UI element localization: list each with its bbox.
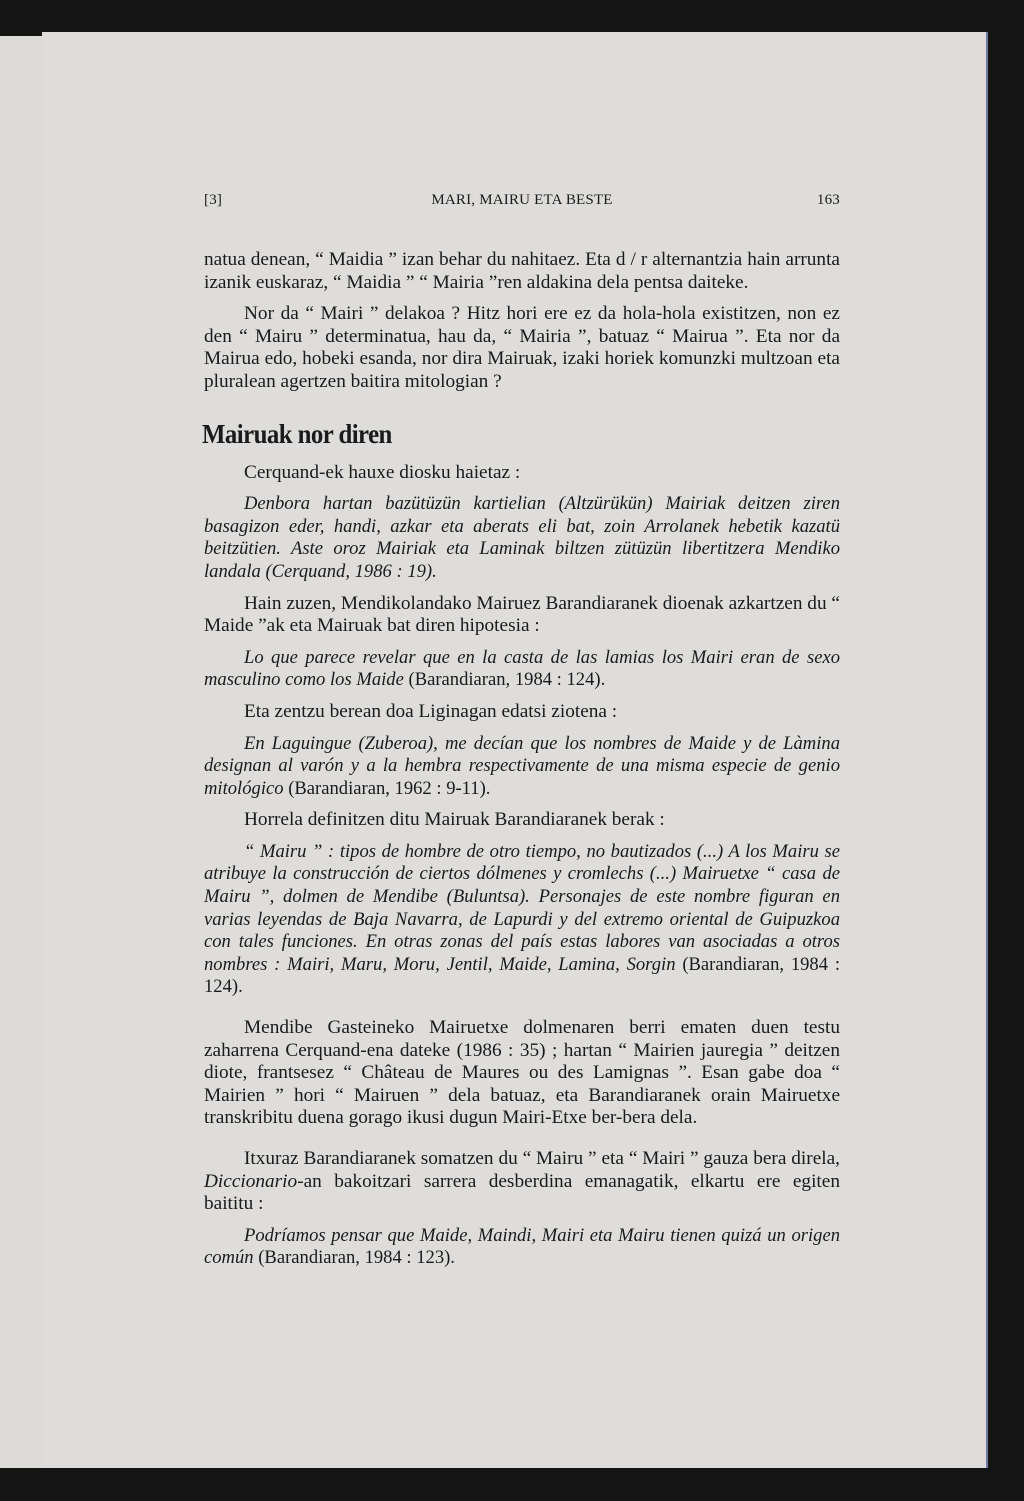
book-page xyxy=(42,32,986,1468)
paragraph: Cerquand-ek hauxe diosku haietaz : xyxy=(244,461,521,483)
paragraph xyxy=(204,1148,840,1216)
quote-text: Podríamos pensar que Maide, Maindi, Mairi eta Mairu tienen quizá un origen común xyxy=(204,1224,840,1269)
quote-text: En Laguingue (Zuberoa), me decían que los nombres de Maide y de Làmina designan al varón y a la hembra respectivamente de una misma especie de genio mitológico xyxy=(204,732,840,799)
paragraph: Mendibe Gasteineko Mairuetxe dolmenaren berri ematen duen testu zaharrena Cerquand-ena dateke (1986 : 35) ; hartan “ Mairien jauregia ” deitzen diote, frantsesez “ Château de Maures ou des Lamignas ”. Esan gabe doa “ Mairien ” hori “ Mairuen ” dela batuaz, eta Barandiaranek orain Mairuetxe transkribitu duena gorago ikusi dugun Mairi-Etxe ber-bera dela. xyxy=(204,1017,840,1129)
citation: (Barandiaran, 1984 : 123). xyxy=(253,1247,455,1269)
paragraph: Eta zentzu berean doa Liginagan edatsi ziotena : xyxy=(244,700,618,722)
body-text xyxy=(204,249,840,1270)
paragraph: Nor da “ Mairi ” delakoa ? Hitz hori ere ez da hola-hola existitzen, non ez den “ Mairu ” determinatua, hau da, “ Mairia ”, batuaz “ Mairua ”. Eta nor da Mairua edo, hobeki esanda, nor dira Mairuak, izaki horiek komunzki multzoan eta pluralean agertzen baitira mitologian ? xyxy=(204,303,840,392)
quote-text: Denbora hartan bazütüzün kartielian (Altzürükün) Mairiak deitzen ziren basagizon eder, handi, azkar eta aberats eli bat, zoin Arrolanek hebetik kazatü beitzütien. Aste oroz Mairiak eta Laminak biltzen zütüzün libertitzera Mendiko landala (Cerquand, 1986 : 19). xyxy=(204,493,840,582)
page-content xyxy=(204,192,840,1279)
book-title: Diccionario xyxy=(204,1170,298,1192)
adjacent-page-edge xyxy=(0,36,43,1468)
citation: (Barandiaran, 1984 : 124). xyxy=(403,669,606,691)
block-quote xyxy=(204,1225,840,1270)
paragraph: Hain zuzen, Mendikolandako Mairuez Barandiaranek dioenak azkartzen du “ Maide ”ak eta Mairuak bat diren hipotesia : xyxy=(204,592,840,637)
block-quote xyxy=(204,493,840,583)
citation: (Barandiaran, 1984 : 124). xyxy=(204,953,840,998)
text-run: Itxuraz Barandiaranek somatzen du “ Mairu ” eta “ Mairi ” gauza bera direla, xyxy=(244,1148,840,1169)
block-quote xyxy=(204,841,840,999)
block-quote xyxy=(204,733,840,801)
section-heading: Mairuak nor diren xyxy=(202,418,392,449)
block-quote xyxy=(204,647,840,692)
quote-text: “ Mairu ” : tipos de hombre de otro tiempo, no bautizados (...) A los Mairu se atribuye la construcción de ciertos dólmenes y cromlechs (...) Mairuetxe “ casa de Mairu ”, dolmen de Mendibe (Buluntsa). Personajes de este nombre figuran en varias leyendas de Baja Navarra, de Lapurdi y del extremo oriental de Guipuzkoa con tales funciones. En otras zonas del país estas labores van asociadas a otros nombres : Mairi, Maru, Moru, Jentil, Maide, Lamina, Sorgin xyxy=(204,840,840,975)
quote-text: Lo que parece revelar que en la casta de las lamias los Mairi eran de sexo masculino como los Maide xyxy=(204,646,840,691)
citation: (Barandiaran, 1962 : 9-11). xyxy=(283,777,491,799)
page-number: 163 xyxy=(816,192,840,208)
running-head xyxy=(204,192,840,216)
paragraph: natua denean, “ Maidia ” izan behar du nahitaez. Eta d / r alternantzia hain arrunta izanik euskaraz, “ Maidia ” “ Mairia ”ren aldakina dela pentsa daiteke. xyxy=(204,249,840,293)
chapter-marker: [3] xyxy=(204,192,223,208)
text-run: -an bakoitzari sarrera desberdina emanagatik, elkartu ere egiten baititu : xyxy=(204,1170,840,1215)
paragraph: Horrela definitzen ditu Mairuak Barandiaranek berak : xyxy=(244,809,665,831)
running-title: MARI, MAIRU ETA BESTE xyxy=(431,192,613,208)
